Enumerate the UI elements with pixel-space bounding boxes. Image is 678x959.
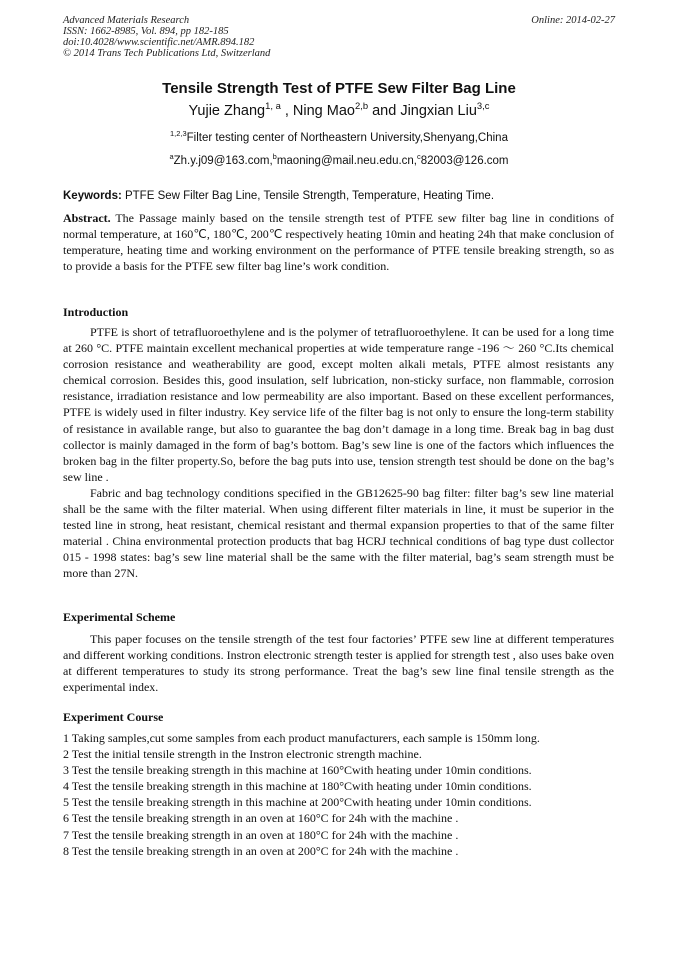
section-heading-experimental-scheme: Experimental Scheme xyxy=(63,610,176,624)
affiliation-text: Filter testing center of Northeastern University,Shenyang,China xyxy=(186,132,508,144)
experiment-course-list xyxy=(63,730,614,859)
online-date: Online: 2014-02-27 xyxy=(531,15,615,26)
affiliation-superscript: 1,2,3 xyxy=(170,129,187,139)
keywords-text: PTFE Sew Filter Bag Line, Tensile Strength, Temperature, Heating Time. xyxy=(121,190,495,202)
email-line xyxy=(0,152,678,167)
experimental-scheme-body xyxy=(63,631,614,695)
introduction-body xyxy=(63,324,614,582)
list-item: 6 Test the tensile breaking strength in an oven at 160°C for 24h with the machine . xyxy=(63,811,459,826)
abstract xyxy=(63,210,614,274)
email-superscript: b xyxy=(272,152,277,162)
email-address: Zh.y.j09@163.com, xyxy=(173,155,273,167)
author-line xyxy=(0,100,678,119)
author-separator: , xyxy=(280,103,293,119)
list-item: 3 Test the tensile breaking strength in this machine at 160°Cwith heating under 10min conditions. xyxy=(63,763,532,778)
journal-copyright: © 2014 Trans Tech Publications Ltd, Switzerland xyxy=(63,48,271,59)
paragraph: Fabric and bag technology conditions specified in the GB12625-90 bag filter: filter bag’s sew line material shall be the same with the filter material. When using different filter materials in line, it must be superior in the tested line in strong, heat resistant, chemical resistant and thermal expansion properties to that of the same filter material . China environmental protection products that bag HCRJ technical conditions of bag type dust collector 015 - 1998 states: bag’s sew line material shall be the same with the filter material, bag’s seam strength must be more than 27N. xyxy=(63,485,614,581)
abstract-label: Abstract. xyxy=(63,211,111,225)
author-superscript: 3,c xyxy=(476,100,490,112)
list-item: 4 Test the tensile breaking strength in this machine at 180°Cwith heating under 10min conditions. xyxy=(63,779,532,794)
email-superscript: c xyxy=(417,152,421,162)
author-superscript: 1, a xyxy=(265,100,281,112)
list-item: 8 Test the tensile breaking strength in an oven at 200°C for 24h with the machine . xyxy=(63,843,459,858)
author-name: Yujie Zhang xyxy=(188,103,266,119)
list-item: 1 Taking samples,cut some samples from each product manufacturers, each sample is 150mm long. xyxy=(63,731,540,745)
paragraph: This paper focuses on the tensile strength of the test four factories’ PTFE sew line at different temperatures and different working conditions. Instron electronic strength tester is applied for strength test , also uses bake oven at different temperatures to study its strong performance. Treat the bag’s sew line final tensile strength as the experimental index. xyxy=(63,632,614,695)
paper-title: Tensile Strength Test of PTFE Sew Filter Bag Line xyxy=(162,80,516,97)
author-superscript: 2,b xyxy=(354,100,369,112)
section-heading-experiment-course: Experiment Course xyxy=(63,710,164,724)
keywords-label: Keywords: xyxy=(63,190,122,202)
section-heading-introduction: Introduction xyxy=(63,305,129,319)
journal-issn: ISSN: 1662-8985, Vol. 894, pp 182-185 xyxy=(63,26,229,37)
keywords xyxy=(63,190,615,202)
list-item: 7 Test the tensile breaking strength in an oven at 180°C for 24h with the machine . xyxy=(63,827,459,842)
author-name: Ning Mao xyxy=(292,103,355,119)
author-name: Jingxian Liu xyxy=(400,103,477,119)
list-item: 5 Test the tensile breaking strength in this machine at 200°Cwith heating under 10min conditions. xyxy=(63,795,532,810)
paragraph: PTFE is short of tetrafluoroethylene and is the polymer of tetrafluoroethylene. It can be used for a long time at 260 °C. PTFE maintain excellent mechanical properties at wide temperature range -196 ～ 260 °C.Its chemical corrosion resistance and weatherability are good, except molten alkali metals, PTFE almost resistants any chemical corrosion. Besides this, good insulation, self lubrication, non-sticky surface, non flammable, corrosion resistance, irradiation resistance and low permeability are also important. Based on these excellent performances, PTFE is widely used in filter industry. Key service life of the filter bag is not only to ensure the long-term stability of resistance in available range, but also to guarantee the bag don’t damage in a long time. Break bag in bag dust collector is mainly damaged in the form of bag’s bottom. Bag’s sew line is one of the factors which influences the broken bag in the filter property.So, before the bag puts into use, tension strength test should be done on the bag’s sew line . xyxy=(63,325,614,484)
author-separator: and xyxy=(368,103,401,119)
affiliation xyxy=(0,129,678,144)
journal-header xyxy=(63,15,615,59)
journal-doi: doi:10.4028/www.scientific.net/AMR.894.182 xyxy=(63,37,255,48)
email-address: maoning@mail.neu.edu.cn, xyxy=(276,155,418,167)
email-superscript: a xyxy=(169,152,174,162)
list-item: 2 Test the initial tensile strength in the Instron electronic strength machine. xyxy=(63,747,422,762)
journal-name: Advanced Materials Research xyxy=(63,15,190,26)
abstract-text: The Passage mainly based on the tensile strength test of PTFE sew filter bag line in conditions of normal temperature, at 160℃, 180℃, 200℃ respectively heating 10min and heating 24h that make conclusion of temperature, heating time and working environment on the performance of PTFE tensile breaking strength, so as to provide a basis for the PTFE sew filter bag line’s work condition. xyxy=(63,211,614,274)
email-address: 82003@126.com xyxy=(420,155,509,167)
